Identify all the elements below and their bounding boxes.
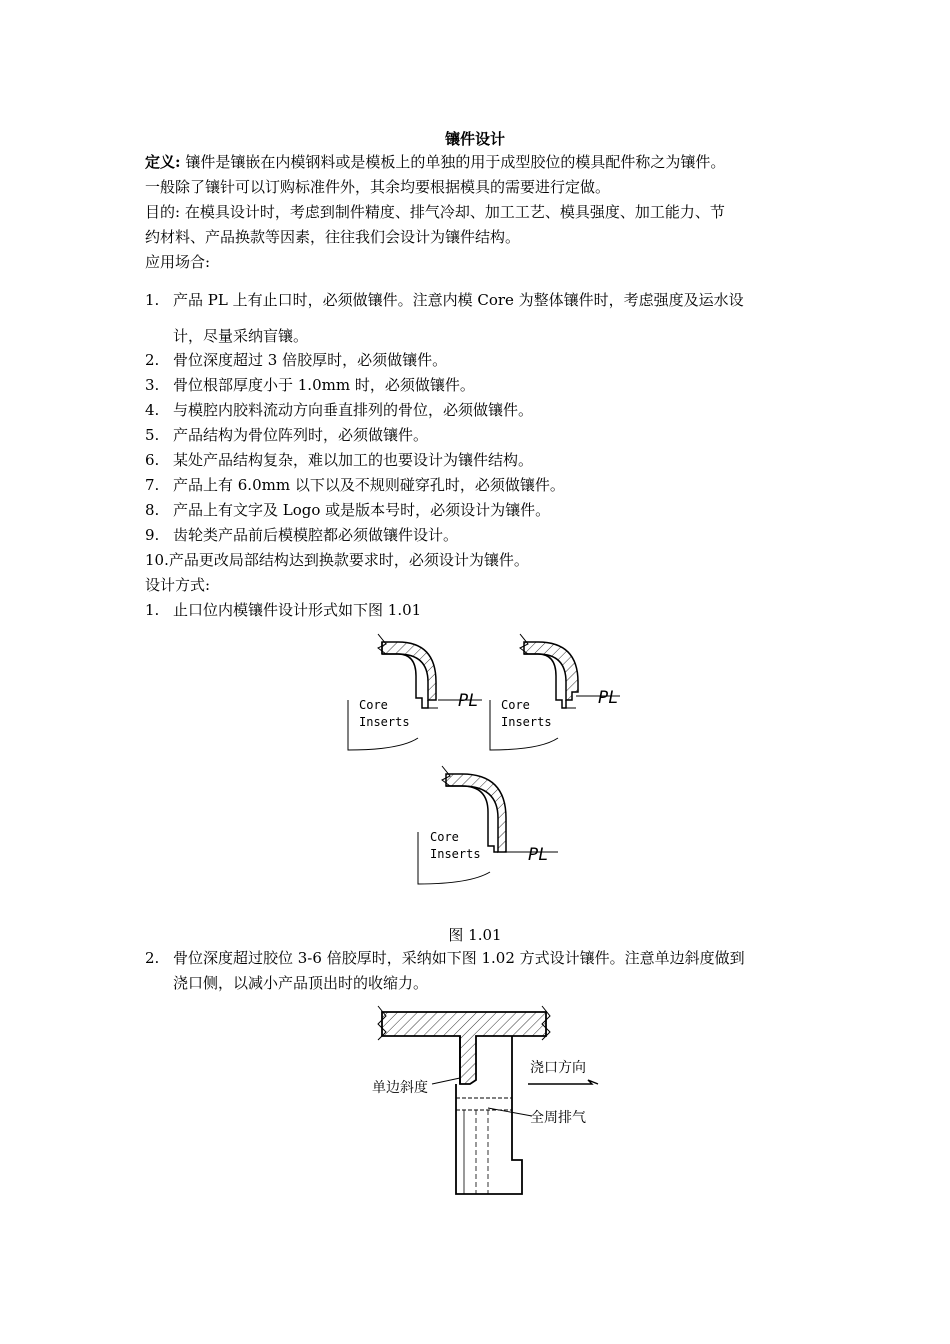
list-item	[145, 350, 447, 370]
design-heading: 设计方式:	[145, 576, 211, 594]
figure-1-01-pl-label-a: PL	[458, 691, 479, 711]
list-item-number: 7.	[145, 476, 160, 494]
list-item	[145, 500, 550, 520]
figure-1-01-diagram	[340, 620, 640, 900]
list-item-text: 骨位深度超过胶位 3-6 倍胶厚时，采纳如下图 1.02 方式设计镶件。注意单边斜度做到	[173, 949, 745, 967]
list-item-number: 1.	[145, 601, 160, 619]
figure-1-01-core-label-b: Core	[501, 698, 530, 712]
figure-1-01-inserts-label-b: Inserts	[501, 715, 552, 729]
figure-1-01-variant-a	[348, 634, 482, 750]
figure-1-01-inserts-label-a: Inserts	[359, 715, 410, 729]
figure-1-01-pl-label-b: PL	[598, 688, 619, 708]
figure-1-02-plate	[382, 1012, 546, 1084]
list-item-text: 产品 PL 上有止口时，必须做镶件。注意内模 Core 为整体镶件时，考虑强度及运水设	[173, 291, 744, 309]
list-item-text: 骨位根部厚度小于 1.0mm 时，必须做镶件。	[173, 376, 475, 394]
list-item	[145, 450, 533, 470]
list-item	[145, 525, 458, 545]
list-item-number: 3.	[145, 376, 160, 394]
figure-1-01-core-label-a: Core	[359, 698, 388, 712]
list-item-number: 9.	[145, 526, 160, 544]
figure-1-01-caption: 图 1.01	[448, 926, 502, 944]
list-item-text: 骨位深度超过 3 倍胶厚时，必须做镶件。	[173, 351, 448, 369]
list-item-number: 4.	[145, 401, 160, 419]
list-item-text: 齿轮类产品前后模模腔都必须做镶件设计。	[173, 526, 459, 544]
list-item-number: 5.	[145, 426, 160, 444]
purpose-label: 目的:	[145, 203, 181, 221]
list-item	[145, 425, 428, 445]
list-item	[145, 600, 421, 620]
figure-1-02-gate-arrow	[528, 1080, 598, 1084]
list-item-number: 1.	[145, 291, 160, 309]
list-item	[145, 948, 745, 968]
purpose-line-1	[145, 202, 725, 222]
list-item	[145, 375, 475, 395]
figure-1-01-variant-c	[418, 766, 558, 884]
list-item-number: 6.	[145, 451, 160, 469]
list-item-text: 产品上有 6.0mm 以下以及不规则碰穿孔时，必须做镶件。	[173, 476, 565, 494]
figure-1-02-draft-label: 单边斜度	[372, 1080, 428, 1096]
list-item-number: 2.	[145, 351, 160, 369]
list-item-text: 与模腔内胶料流动方向垂直排列的骨位，必须做镶件。	[173, 401, 534, 419]
list-item-continuation: 浇口侧，以减小产品顶出时的收缩力。	[173, 974, 429, 992]
list-item-number: 2.	[145, 949, 160, 967]
figure-1-02-vent-label: 全周排气	[530, 1110, 586, 1126]
list-item	[145, 290, 744, 310]
definition-label: 定义:	[145, 153, 181, 171]
figure-1-01-variant-b	[490, 634, 620, 750]
list-item	[145, 550, 529, 570]
list-item	[145, 400, 533, 420]
figure-1-01-core-label-c: Core	[430, 830, 459, 844]
list-item	[145, 475, 565, 495]
figure-1-02-diagram	[360, 1000, 620, 1200]
definition-line-1	[145, 152, 725, 172]
list-item-text: 产品上有文字及 Logo 或是版本号时，必须设计为镶件。	[173, 501, 551, 519]
list-item-number: 8.	[145, 501, 160, 519]
purpose-line-2: 约材料、产品换款等因素，往往我们会设计为镶件结构。	[145, 228, 521, 246]
list-item-continuation: 计，尽量采纳盲镶。	[173, 327, 309, 345]
list-item-number: 10.	[145, 551, 169, 569]
applications-heading: 应用场合:	[145, 253, 211, 271]
purpose-text-1: 在模具设计时，考虑到制件精度、排气冷却、加工工艺、模具强度、加工能力、节	[184, 203, 725, 221]
figure-1-01-inserts-label-c: Inserts	[430, 847, 481, 861]
page-title: 镶件设计	[444, 130, 505, 148]
figure-1-01-pl-label-c: PL	[528, 845, 549, 865]
figure-1-02-gate-direction-label: 浇口方向	[530, 1060, 586, 1076]
list-item-text: 产品结构为骨位阵列时，必须做镶件。	[173, 426, 429, 444]
definition-text-1: 镶件是镶嵌在内模钢料或是模板上的单独的用于成型胶位的模具配件称之为镶件。	[185, 153, 726, 171]
list-item-text: 某处产品结构复杂，难以加工的也要设计为镶件结构。	[173, 451, 534, 469]
list-item-text: 产品更改局部结构达到换款要求时，必须设计为镶件。	[168, 551, 529, 569]
list-item-text: 止口位内模镶件设计形式如下图 1.01	[173, 601, 422, 619]
definition-line-2: 一般除了镶针可以订购标准件外，其余均要根据模具的需要进行定做。	[145, 178, 611, 196]
